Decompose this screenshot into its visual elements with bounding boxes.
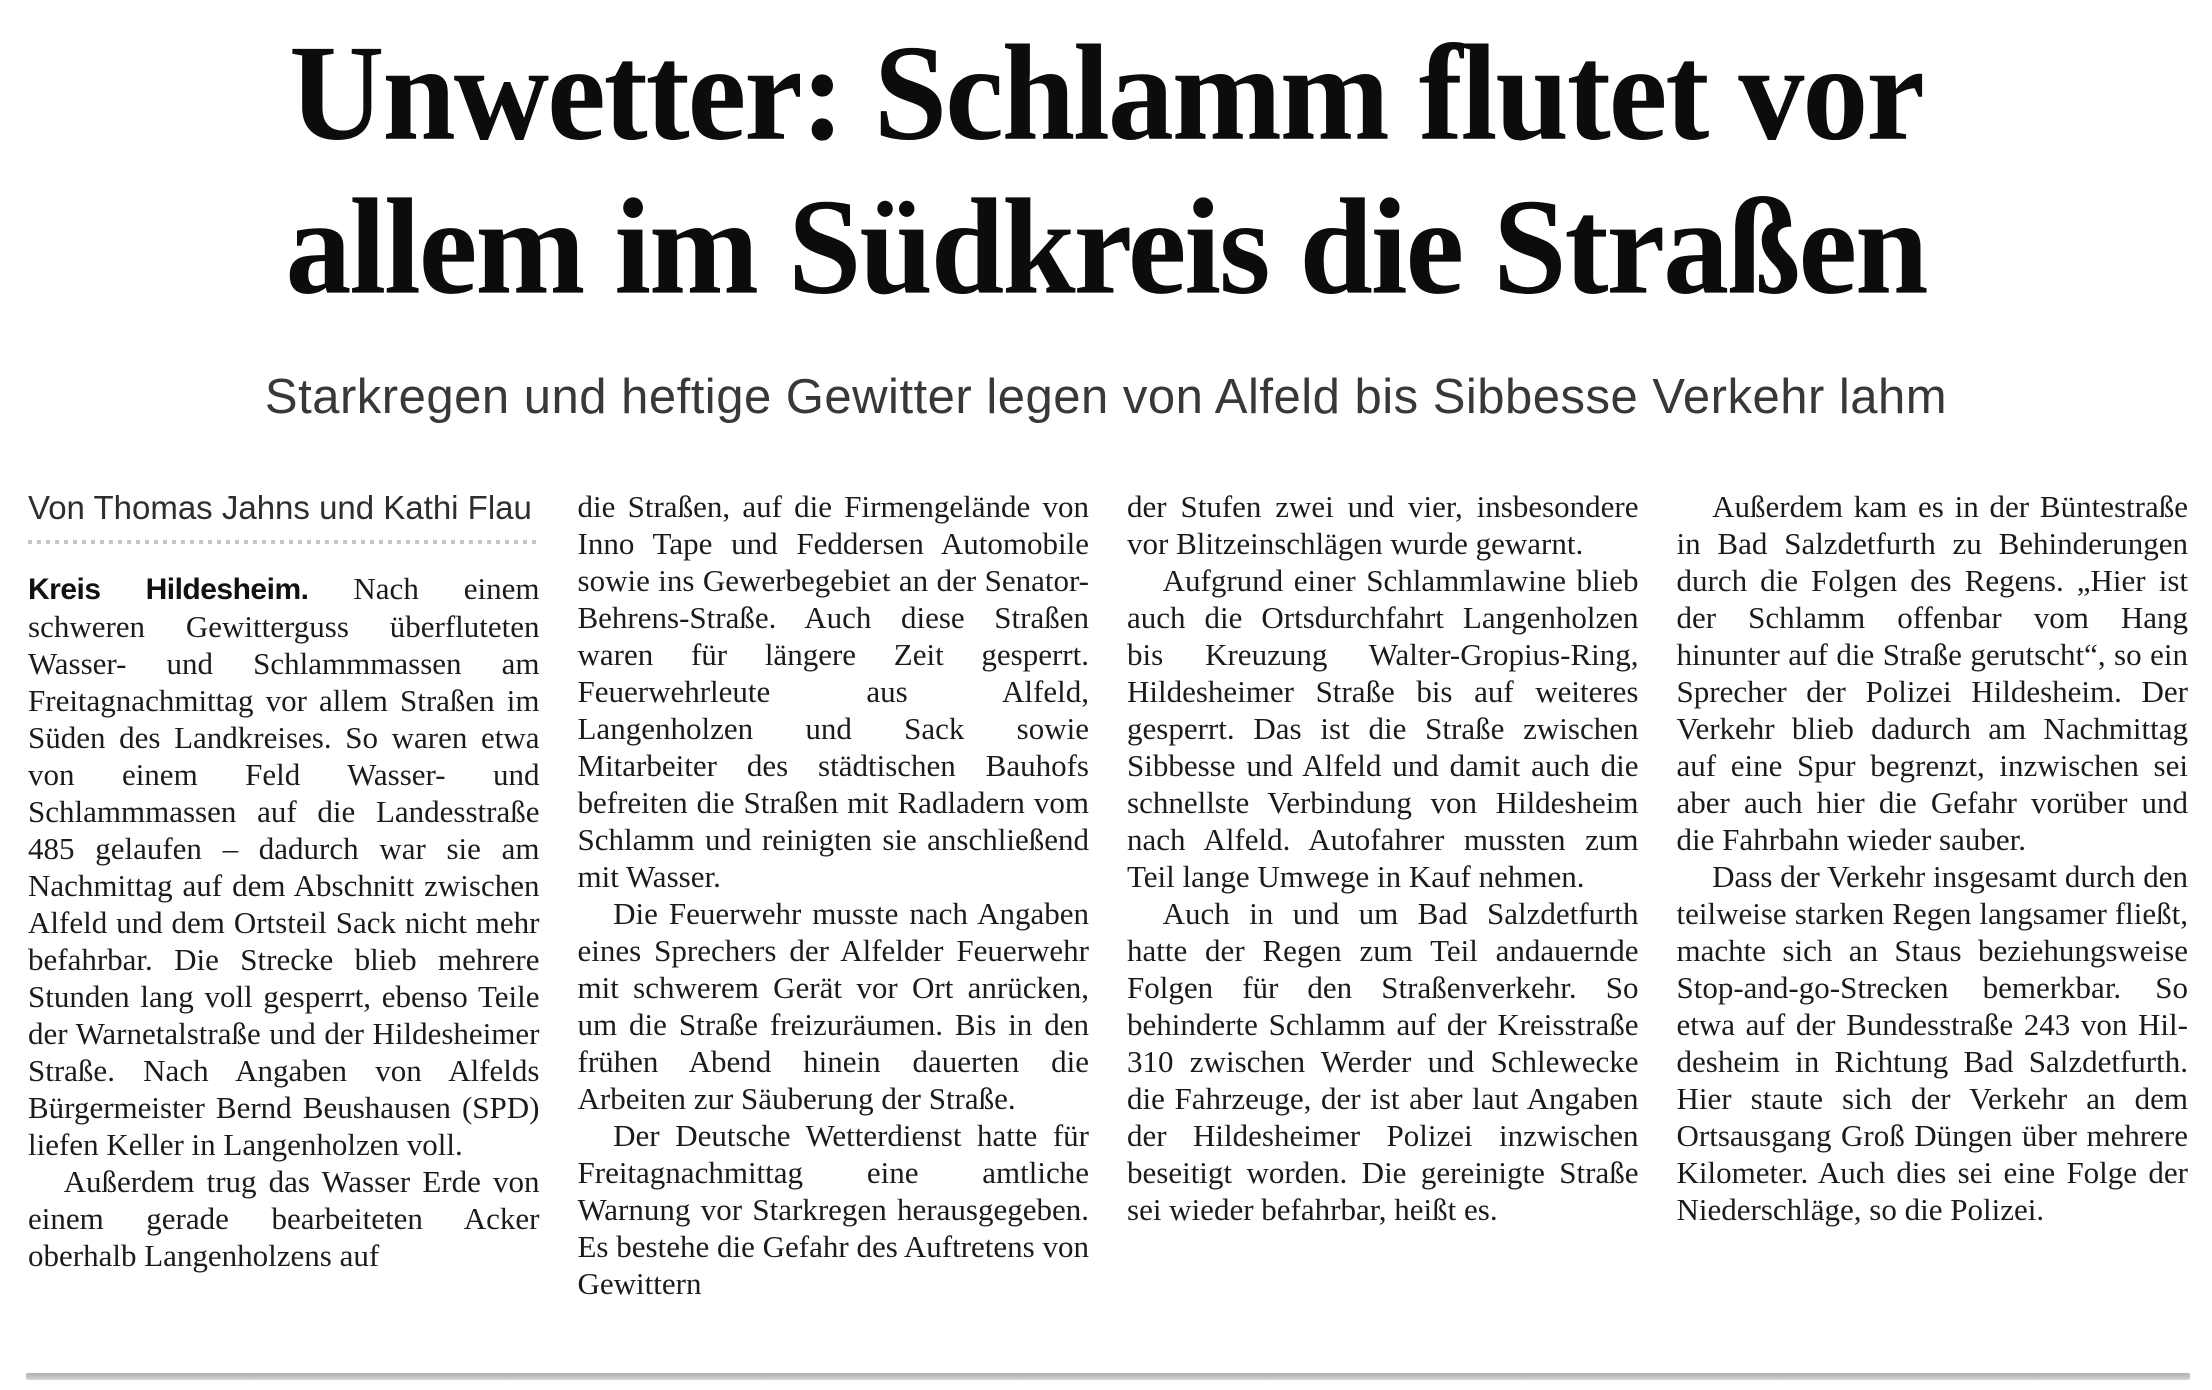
headline-line-2: allem im Südkreis die Straßen bbox=[285, 169, 1927, 323]
paragraph: Auch in und um Bad Salzdetfurth hatte der Regen zum Teil andauernde Folgen für den Straßenverkehr. So behinderte Schlamm auf der Kreisstraße 310 zwischen Werder und Schlewecke die Fahrzeuge, der ist aber laut Angaben der Hildesheimer Polizei inzwischen beseitigt worden. Die gereinigte Straße sei wieder befahrbar, heißt es. bbox=[1127, 896, 1639, 1227]
paragraph: Außerdem trug das Wasser Erde von einem gerade bearbeiteten Acker oberhalb Langenholzens auf bbox=[28, 1164, 540, 1273]
article-column-4 bbox=[1677, 488, 2189, 1302]
byline: Von Thomas Jahns und Kathi Flau bbox=[28, 489, 532, 526]
headline bbox=[0, 16, 2212, 324]
paragraph: Kreis Hildesheim. Nach einem schweren Gewitterguss überfluteten Wasser- und Schlammmassen am Freitagnachmittag vor allem Straßen im Süden des Landkreises. So waren etwa von einem Feld Wasser- und Schlammmassen auf die Landesstraße 485 gelaufen – dadurch war sie am Nachmittag auf dem Abschnitt zwischen Alfeld und dem Ortsteil Sack nicht mehr befahrbar. Die Strecke blieb mehrere Stunden lang voll gesperrt, ebenso Teile der Warnetalstraße und der Hildesheimer Straße. Nach Angaben von Alfelds Bürgermeister Bernd Beushausen (SPD) liefen Keller in Langenholzen voll. bbox=[28, 571, 540, 1162]
article-body bbox=[28, 488, 2188, 1302]
byline-divider bbox=[28, 540, 540, 544]
article-column-1 bbox=[28, 488, 540, 1302]
paragraph: Der Deutsche Wetterdienst hatte für Freitagnachmittag eine amtliche Warnung vor Starkregen herausgegeben. Es bestehe die Gefahr des Auftretens von Gewittern bbox=[577, 1118, 1089, 1301]
lead-in-location: Kreis Hildesheim. bbox=[28, 573, 309, 606]
paragraph: Aufgrund einer Schlammlawine blieb auch die Ortsdurchfahrt Langenholzen bis Kreuzung Walter-Gropius-Ring, Hildesheimer Straße bis auf weiteres gesperrt. Das ist die Straße zwischen Sibbesse und Alfeld und damit auch die schnellste Verbindung von Hildesheim nach Alfeld. Autofahrer mussten zum Teil lange Umwege in Kauf nehmen. bbox=[1127, 563, 1639, 894]
paragraph: Die Feuerwehr musste nach Angaben eines Sprechers der Alfelder Feuerwehr mit schwerem Gerät vor Ort anrücken, um die Straße freizuräumen. Bis in den frühen Abend hinein dauerten die Arbeiten zur Säuberung der Straße. bbox=[577, 896, 1089, 1116]
article-column-3 bbox=[1127, 488, 1639, 1302]
article-column-2 bbox=[578, 488, 1090, 1302]
column-text-2 bbox=[578, 488, 1090, 1302]
paragraph: die Straßen, auf die Firmengelände von Inno Tape und Feddersen Automobile sowie ins Gewerbegebiet an der Senator-Behrens-Straße. Auch diese Straßen waren für längere Zeit gesperrt. Feuerwehrleute aus Alfeld, Langenholzen und Sack sowie Mitarbeiter des städtischen Bauhofs befreiten die Straßen mit Radladern vom Schlamm und reinigten sie anschließend mit Wasser. bbox=[577, 489, 1089, 894]
subheadline: Starkregen und heftige Gewitter legen von Alfeld bis Sibbesse Verkehr lahm bbox=[264, 370, 1948, 424]
column-text-4 bbox=[1677, 488, 2189, 1228]
bottom-divider bbox=[26, 1373, 2190, 1380]
byline-block bbox=[28, 488, 540, 544]
paragraph: Außerdem kam es in der Büntestraße in Bad Salzdetfurth zu Behinderungen durch die Folgen des Regens. „Hier ist der Schlamm offenbar vom Hang hinunter auf die Straße gerutscht“, so ein Sprecher der Polizei Hildesheim. Der Verkehr blieb dadurch am Nachmittag auf eine Spur begrenzt, inzwischen sei aber auch hier die Gefahr vorüber und die Fahrbahn wieder sauber. bbox=[1676, 489, 2188, 857]
paragraph: der Stufen zwei und vier, insbesondere vor Blitzeinschlägen wurde gewarnt. bbox=[1127, 489, 1639, 561]
article-header bbox=[0, 0, 2212, 424]
column-text-1 bbox=[28, 570, 540, 1274]
column-text-3 bbox=[1127, 488, 1639, 1228]
headline-line-1: Unwetter: Schlamm flutet vor bbox=[289, 16, 1923, 169]
paragraph: Dass der Verkehr insgesamt durch den teilweise starken Regen langsamer fließt, machte sich an Staus beziehungsweise Stop-and-go-Strecken bemerkbar. So etwa auf der Bundesstraße 243 von Hildesheim in Richtung Bad Salzdetfurth. Hier staute sich der Verkehr an dem Ortsausgang Groß Düngen über mehrere Kilometer. Auch dies sei eine Folge der Niederschläge, so die Polizei. bbox=[1676, 859, 2188, 1227]
